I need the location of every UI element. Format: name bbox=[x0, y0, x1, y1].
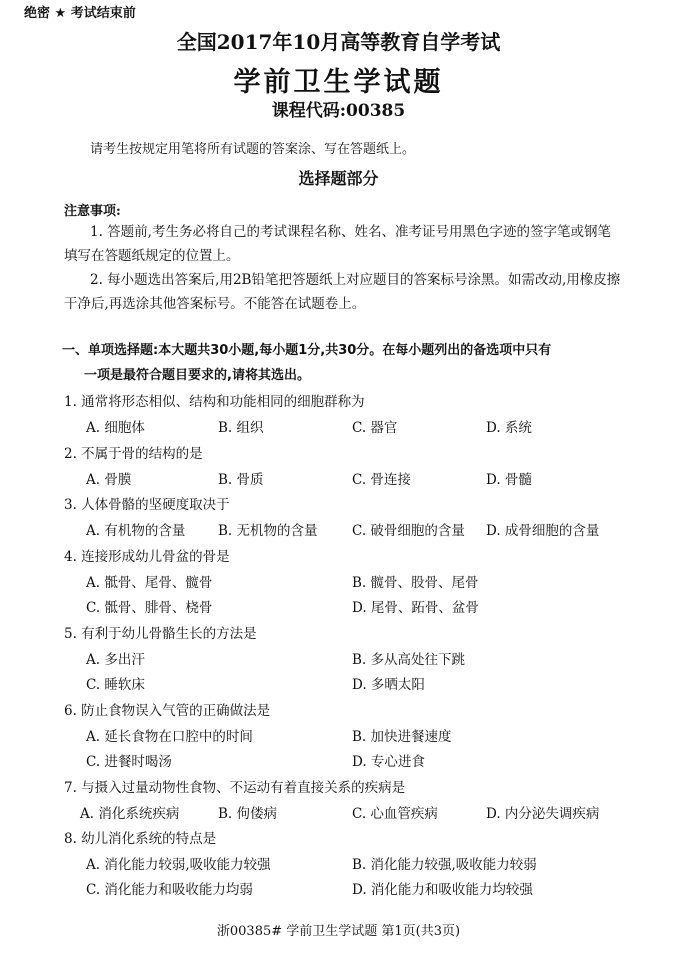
option: A. 延长食物在口腔中的时间 bbox=[86, 729, 253, 745]
question-stem: 1. 通常将形态相似、结构和功能相同的细胞群称为 bbox=[64, 394, 365, 410]
option: A. 骶骨、尾骨、髋骨 bbox=[86, 575, 213, 591]
option: A. 骨膜 bbox=[86, 472, 132, 488]
option: B. 加快进餐速度 bbox=[352, 729, 452, 745]
note-item: 2. 每小题选出答案后,用2B铅笔把答题纸上对应题目的答案标号涂黑。如需改动,用橡皮擦干净后,再选涂其他答案标号。不能答在试题卷上。 bbox=[64, 272, 621, 312]
exam-title: 全国2017年10月高等教育自学考试 bbox=[176, 30, 501, 54]
question-stem: 4. 连接形成幼儿骨盆的骨是 bbox=[64, 549, 230, 565]
section-one-heading-cont: 一项是最符合题目要求的,请将其选出。 bbox=[84, 368, 310, 383]
option: B. 无机物的含量 bbox=[218, 523, 318, 539]
note-item: 1. 答题前,考生务必将自己的考试课程名称、姓名、准考证号用黑色字迹的签字笔或钢笔填写在答题纸规定的位置上。 bbox=[64, 224, 611, 264]
option: C. 破骨细胞的含量 bbox=[352, 523, 465, 539]
option: B. 多从高处往下跳 bbox=[352, 652, 466, 668]
question-stem: 7. 与摄入过量动物性食物、不运动有着直接关系的疾病是 bbox=[64, 780, 406, 796]
option: A. 细胞体 bbox=[86, 420, 145, 436]
secret-mark: 绝密 ★ 考试结束前 bbox=[24, 6, 136, 21]
section-one-heading: 一、单项选择题:本大题共30小题,每小题1分,共30分。在每小题列出的备选项中只有 bbox=[62, 343, 552, 358]
option: C. 心血管疾病 bbox=[352, 806, 438, 822]
option: D. 系统 bbox=[486, 420, 532, 436]
subject-title: 学前卫生学试题 bbox=[233, 67, 444, 98]
option: B. 佝偻病 bbox=[218, 806, 278, 822]
option: D. 消化能力和吸收能力均较强 bbox=[352, 882, 533, 898]
question-stem: 3. 人体骨骼的坚硬度取决于 bbox=[64, 497, 230, 513]
notes-label: 注意事项: bbox=[64, 204, 121, 219]
page-footer: 浙00385# 学前卫生学试题 第1页(共3页) bbox=[216, 924, 461, 939]
question-stem: 2. 不属于骨的结构的是 bbox=[64, 446, 203, 462]
option: C. 骨连接 bbox=[352, 472, 411, 488]
option: C. 进餐时喝汤 bbox=[86, 754, 172, 770]
course-code: 课程代码:00385 bbox=[271, 101, 406, 121]
option: D. 成骨细胞的含量 bbox=[486, 523, 600, 539]
option: A. 消化系统疾病 bbox=[80, 806, 180, 822]
option: D. 内分泌失调疾病 bbox=[486, 806, 600, 822]
option: C. 骶骨、腓骨、桡骨 bbox=[86, 600, 213, 616]
option: A. 有机物的含量 bbox=[86, 523, 186, 539]
option: B. 骨质 bbox=[218, 472, 264, 488]
option: A. 多出汗 bbox=[86, 652, 145, 668]
option: D. 多晒太阳 bbox=[352, 677, 425, 693]
question-stem: 6. 防止食物误入气管的正确做法是 bbox=[64, 703, 271, 719]
option: D. 骨髓 bbox=[486, 472, 532, 488]
option: D. 尾骨、跖骨、盆骨 bbox=[352, 600, 479, 616]
option: A. 消化能力较弱,吸收能力较强 bbox=[86, 857, 271, 873]
option: C. 消化能力和吸收能力均弱 bbox=[86, 882, 253, 898]
option: C. 睡软床 bbox=[86, 677, 145, 693]
option: B. 组织 bbox=[218, 420, 264, 436]
section-heading: 选择题部分 bbox=[298, 169, 379, 188]
option: D. 专心进食 bbox=[352, 754, 425, 770]
option: B. 消化能力较强,吸收能力较弱 bbox=[352, 857, 537, 873]
option: C. 器官 bbox=[352, 420, 398, 436]
question-stem: 5. 有利于幼儿骨骼生长的方法是 bbox=[64, 626, 257, 642]
question-stem: 8. 幼儿消化系统的特点是 bbox=[64, 831, 217, 847]
option: B. 髋骨、股骨、尾骨 bbox=[352, 575, 479, 591]
intro-instruction: 请考生按规定用笔将所有试题的答案涂、写在答题纸上。 bbox=[90, 142, 416, 157]
